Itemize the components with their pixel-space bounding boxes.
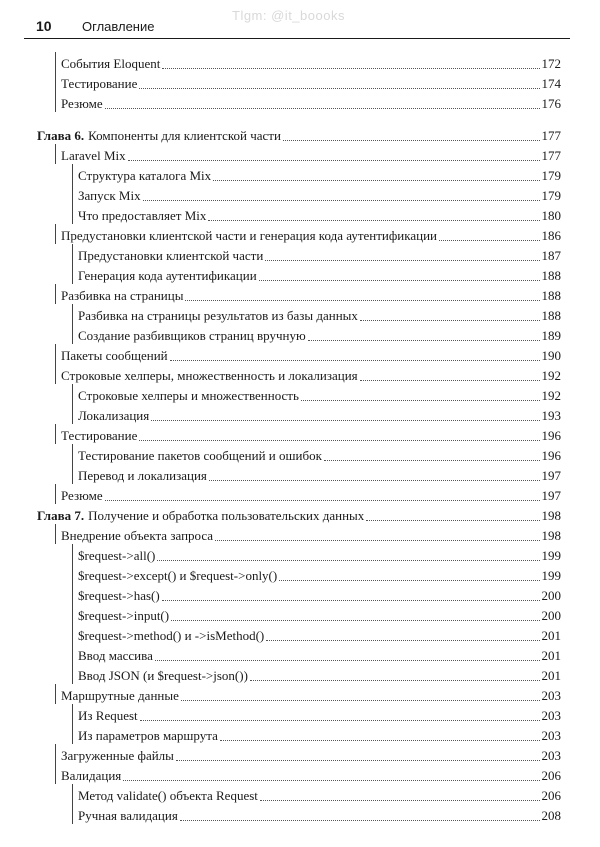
toc-entry-title (78, 308, 358, 324)
toc-entry[interactable] (72, 464, 561, 484)
dot-leader (105, 500, 540, 501)
toc-entry-title (61, 76, 137, 92)
toc-entry-text: Резюме (61, 488, 103, 503)
dot-leader (155, 660, 540, 661)
toc-entry[interactable] (55, 484, 561, 504)
toc-entry-title (61, 428, 137, 444)
toc-entry-text: Из Request (78, 708, 138, 723)
toc-entry-title (37, 508, 364, 524)
toc-page-number: 197 (541, 468, 561, 483)
toc-entry-text: Ввод массива (78, 648, 153, 663)
toc-entry[interactable] (55, 92, 561, 112)
toc-page-number: 179 (541, 188, 561, 203)
toc-entry-text: Загруженные файлы (61, 748, 174, 763)
toc-entry-text: Пакеты сообщений (61, 348, 168, 363)
toc-page-number: 199 (541, 568, 561, 583)
toc-entry-title (61, 488, 103, 504)
toc-entry-text: Laravel Mix (61, 148, 126, 163)
dot-leader (266, 640, 539, 641)
toc-page-number: 201 (541, 628, 561, 643)
dot-leader (259, 280, 540, 281)
toc-entry-text: Внедрение объекта запроса (61, 528, 214, 543)
toc-entry-title (78, 728, 218, 744)
toc-entry[interactable] (55, 764, 561, 784)
toc-entry-text: Метод validate() объекта Request (78, 788, 258, 803)
toc-entry[interactable] (72, 244, 561, 264)
toc-entry-text: Предустановки клиентской части и генерация кода аутентификации (61, 228, 438, 243)
toc-entry-title (78, 328, 306, 344)
toc-entry-title (61, 288, 183, 304)
toc-page-number: 177 (541, 148, 561, 163)
toc-page-number: 188 (541, 308, 561, 323)
dot-leader (209, 480, 540, 481)
toc-entry[interactable] (72, 784, 561, 804)
toc-entry-text: Локализация (78, 408, 150, 423)
toc-entry-title (78, 408, 149, 424)
dot-leader (139, 440, 539, 441)
toc-page-number: 203 (541, 708, 561, 723)
dot-leader (283, 140, 540, 141)
toc-page-number: 180 (541, 208, 561, 223)
toc-entry[interactable] (72, 184, 561, 204)
toc-entry-text: Маршрутные данные (61, 688, 179, 703)
toc-entry[interactable] (72, 264, 561, 284)
toc-entry[interactable] (72, 624, 561, 644)
toc-page-number: 189 (541, 328, 561, 343)
toc-entry[interactable] (72, 164, 561, 184)
toc-entry-title (78, 648, 153, 664)
toc-entry-title (78, 268, 257, 284)
toc-entry[interactable] (55, 284, 561, 304)
dot-leader (324, 460, 540, 461)
toc-entry-text: Разбивка на страницы (61, 288, 184, 303)
toc-entry-text: $request->except() и $request->only() (78, 568, 278, 583)
toc-chapter[interactable] (37, 504, 561, 524)
toc-entry-title (78, 468, 207, 484)
toc-entry-text: Получение и обработка пользовательских данных (88, 508, 365, 523)
toc-entry[interactable] (55, 424, 561, 444)
toc-entry-title (78, 248, 263, 264)
toc-page-number: 197 (541, 488, 561, 503)
dot-leader (260, 800, 540, 801)
chapter-label: Глава 7. (37, 508, 85, 523)
toc-entry[interactable] (72, 444, 561, 464)
toc-entry[interactable] (55, 52, 561, 72)
toc-entry-title (78, 568, 277, 584)
toc-entry[interactable] (72, 384, 561, 404)
toc-page-number: 186 (541, 228, 561, 243)
toc-entry[interactable] (55, 72, 561, 92)
toc-entry-text: Запуск Mix (78, 188, 141, 203)
toc-entry[interactable] (55, 364, 561, 384)
toc-entry-text: Ввод JSON (и $request->json()) (78, 668, 248, 683)
toc-entry[interactable] (55, 344, 561, 364)
toc-entry-text: Предустановки клиентской части (78, 248, 264, 263)
toc-entry[interactable] (55, 524, 561, 544)
dot-leader (360, 380, 540, 381)
toc-entry-text: $request->method() и ->isMethod() (78, 628, 265, 643)
toc-entry-title (61, 768, 121, 784)
toc-page-number: 200 (541, 588, 561, 603)
toc-page-number: 198 (541, 528, 561, 543)
dot-leader (170, 360, 540, 361)
toc-chapter[interactable] (37, 124, 561, 144)
dot-leader (301, 400, 540, 401)
toc-page-number: 199 (541, 548, 561, 563)
dot-leader (123, 780, 539, 781)
dot-leader (105, 108, 540, 109)
dot-leader (185, 300, 539, 301)
toc-entry-title (78, 788, 258, 804)
toc-entry-text: $request->input() (78, 608, 170, 623)
toc-entry-title (78, 388, 299, 404)
toc-page-number: 176 (541, 96, 561, 111)
page-number: 10 (36, 18, 52, 34)
toc-entry[interactable] (72, 604, 561, 624)
toc-entry-title (78, 208, 206, 224)
toc-page-number: 201 (541, 648, 561, 663)
toc-entry[interactable] (72, 564, 561, 584)
dot-leader (208, 220, 539, 221)
toc-page-number: 172 (541, 56, 561, 71)
dot-leader (215, 540, 539, 541)
toc-entry-text: Ручная валидация (78, 808, 178, 823)
toc-page-number: 200 (541, 608, 561, 623)
toc-page-number: 196 (541, 448, 561, 463)
toc-entry-text: Тестирование (61, 76, 138, 91)
dot-leader (128, 160, 540, 161)
toc-entry-text: Валидация (61, 768, 122, 783)
toc-entry-text: $request->has() (78, 588, 160, 603)
toc-page-number: 188 (541, 268, 561, 283)
toc-page-number: 192 (541, 388, 561, 403)
toc-entry-title (61, 56, 160, 72)
dot-leader (439, 240, 539, 241)
toc-page-number: 206 (541, 788, 561, 803)
toc-page-number: 179 (541, 168, 561, 183)
toc-entry-title (78, 168, 211, 184)
toc-page-number: 201 (541, 668, 561, 683)
dot-leader (162, 600, 540, 601)
toc-entry-title (78, 548, 155, 564)
dot-leader (220, 740, 540, 741)
toc-entry[interactable] (72, 204, 561, 224)
toc-entry-title (61, 688, 179, 704)
toc-entry-text: Создание разбивщиков страниц вручную (78, 328, 306, 343)
toc-entry-title (61, 96, 103, 112)
toc-entry-title (78, 708, 138, 724)
toc-page-number: 198 (541, 508, 561, 523)
toc-entry-title (61, 368, 358, 384)
toc-entry-title (61, 148, 126, 164)
dot-leader (213, 180, 539, 181)
dot-leader (157, 560, 539, 561)
chapter-label: Глава 6. (37, 128, 85, 143)
toc-page-number: 177 (541, 128, 561, 143)
dot-leader (180, 820, 540, 821)
toc-entry[interactable] (72, 664, 561, 684)
toc-entry[interactable] (72, 724, 561, 744)
toc-entry-text: События Eloquent (61, 56, 161, 71)
dot-leader (265, 260, 539, 261)
dot-leader (279, 580, 539, 581)
toc-page-number: 203 (541, 748, 561, 763)
toc-entry-title (37, 128, 281, 144)
toc-entry-text: Резюме (61, 96, 103, 111)
toc-entry-text: Структура каталога Mix (78, 168, 212, 183)
toc-entry-title (78, 188, 141, 204)
toc-entry-title (78, 448, 322, 464)
toc-entry-text: Генерация кода аутентификации (78, 268, 257, 283)
toc-page-number: 188 (541, 288, 561, 303)
toc-entry[interactable] (55, 744, 561, 764)
dot-leader (250, 680, 540, 681)
toc-page-number: 192 (541, 368, 561, 383)
toc-entry-title (78, 628, 264, 644)
dot-leader (171, 620, 539, 621)
running-title: Оглавление (82, 19, 155, 34)
dot-leader (151, 420, 539, 421)
toc-page-number: 196 (541, 428, 561, 443)
toc-entry[interactable] (72, 584, 561, 604)
toc-entry[interactable] (72, 304, 561, 324)
toc-entry-title (61, 348, 168, 364)
toc-page-number: 187 (541, 248, 561, 263)
toc-entry[interactable] (72, 404, 561, 424)
toc-page-number: 203 (541, 728, 561, 743)
toc-entry[interactable] (55, 144, 561, 164)
dot-leader (181, 700, 540, 701)
toc-entry-text: $request->all() (78, 548, 156, 563)
dot-leader (139, 88, 539, 89)
toc-entry-text: Что предоставляет Mix (78, 208, 207, 223)
toc-page-number: 190 (541, 348, 561, 363)
dot-leader (143, 200, 540, 201)
dot-leader (366, 520, 539, 521)
dot-leader (308, 340, 540, 341)
toc-entry[interactable] (72, 544, 561, 564)
toc-entry-text: Строковые хелперы, множественность и локализация (61, 368, 358, 383)
toc-page-number: 203 (541, 688, 561, 703)
toc-entry-text: Строковые хелперы и множественность (78, 388, 299, 403)
toc-entry-title (61, 528, 213, 544)
toc-entry[interactable] (72, 324, 561, 344)
toc-entry-title (61, 228, 437, 244)
toc-entry-text: Тестирование пакетов сообщений и ошибок (78, 448, 322, 463)
toc-entry-title (78, 608, 169, 624)
dot-leader (360, 320, 540, 321)
toc-entry-title (61, 748, 174, 764)
toc-page-number: 208 (541, 808, 561, 823)
toc-entry-text: Разбивка на страницы результатов из базы данных (78, 308, 358, 323)
toc-entry[interactable] (55, 224, 561, 244)
toc-entry-text: Перевод и локализация (78, 468, 207, 483)
toc-entry[interactable] (72, 644, 561, 664)
toc-entry-title (78, 588, 160, 604)
toc-entry[interactable] (72, 704, 561, 724)
dot-leader (162, 68, 539, 69)
toc-page-number: 193 (541, 408, 561, 423)
toc-entry[interactable] (55, 684, 561, 704)
dot-leader (140, 720, 540, 721)
toc-page-number: 174 (541, 76, 561, 91)
toc-entry-text: Тестирование (61, 428, 138, 443)
watermark: Tlgm: @it_boooks (232, 8, 345, 23)
toc-entry[interactable] (72, 804, 561, 824)
toc-entry-title (78, 668, 248, 684)
dot-leader (176, 760, 540, 761)
toc-entry-text: Компоненты для клиентской части (88, 128, 281, 143)
toc-page-number: 206 (541, 768, 561, 783)
toc-entry-title (78, 808, 178, 824)
toc-entry-text: Из параметров маршрута (78, 728, 218, 743)
